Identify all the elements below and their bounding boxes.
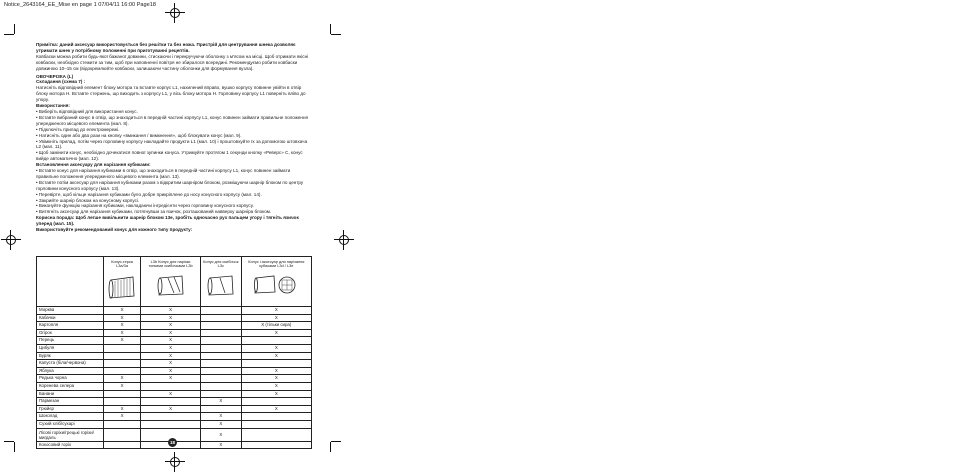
table-header-row — [37, 257, 312, 307]
crop-mark — [331, 34, 341, 35]
recommendation-mark — [200, 352, 241, 360]
recommendation-mark: X — [104, 337, 141, 345]
column-header-label: Конус для скибочок L3c — [203, 259, 239, 269]
registration-mark-bottom — [168, 455, 182, 469]
print-header: Notice_2643164_EE_Mise en page 1 07/04/11 16:00 Page18 — [4, 2, 156, 8]
crop-mark — [4, 441, 14, 442]
table-row — [37, 398, 312, 406]
paragraph: • Перевірте, щоб кільце нарізання кубиками було добре прикріплене до носу конусного корпусу (мал. 14). — [36, 191, 262, 197]
recommendation-mark: X — [104, 375, 141, 383]
paragraph: • Підключіть прилад до електромережі. — [36, 126, 120, 132]
recommendation-mark — [200, 367, 241, 375]
page-number: 18 — [168, 438, 177, 447]
recommendation-mark: X — [241, 329, 311, 337]
table-row — [37, 329, 312, 337]
recommendation-mark: X — [104, 413, 141, 421]
recommendation-mark: X — [104, 329, 141, 337]
paragraph: Складання (схема 7) : — [36, 79, 86, 85]
paragraph: Використання: — [36, 103, 70, 109]
paragraph: Ковбаски можна робити будь-якої бажаної довжини, стискаючи і перекручуючи оболонку з м'ясом на місці. Щоб отримати якісні ковбаски, необхідно стежити за тим, щоб при наповненні повітря не збиралося всередині. Рекомендуємо робити ковбаски довжиною 10–15 см (відокремлюйте ковбаски, залишаючи частину оболонки для формування вузла). — [36, 53, 309, 71]
recommendation-mark: X — [104, 382, 141, 390]
crop-mark — [330, 442, 331, 452]
paragraph: • Натисніть один або два рази на кнопку «вмикання / вимкнення», щоб блокувати конус (мал. 9). — [36, 132, 242, 138]
column-header-label: Конус-терка L3a/3a — [111, 259, 133, 269]
paragraph: Примітка: даний аксесуар використовується без решітки та без ножа. Пристрій для центрування шнека дозволяє утримати шнек у потрібному положенні при приготуванні рецептів. — [36, 42, 296, 53]
recommendation-mark: X — [104, 307, 141, 315]
recommendation-mark — [200, 405, 241, 413]
product-name: Пармезан — [37, 398, 104, 406]
product-name: Перець — [37, 337, 104, 345]
table-row — [37, 367, 312, 375]
recommendation-mark: X — [104, 314, 141, 322]
recommendation-mark — [104, 441, 141, 449]
column-header-label: Конус і аксесуар для нарізання кубиками L3d / L3e — [248, 259, 305, 269]
recommendation-mark — [241, 337, 311, 345]
column-header-thin-slice — [141, 257, 201, 307]
recommendation-mark — [200, 337, 241, 345]
table-row — [37, 405, 312, 413]
column-header-slice — [200, 257, 241, 307]
dicing-accessory-icon — [254, 272, 298, 296]
recommendation-mark — [241, 413, 311, 421]
recommendation-mark: X — [241, 375, 311, 383]
product-name: Картопля — [37, 322, 104, 330]
registration-mark-left — [4, 233, 18, 247]
recommendation-mark: X — [200, 428, 241, 441]
recommendation-mark: X — [141, 360, 201, 368]
recommendation-mark: X — [241, 382, 311, 390]
crop-mark — [331, 441, 341, 442]
paragraph: ОВОЧЕРІЗКА (L) — [36, 73, 74, 79]
product-name: Сухий хліб/сухарі — [37, 420, 104, 428]
recommendation-mark — [200, 375, 241, 383]
recommendation-mark — [241, 360, 311, 368]
recommendation-mark — [200, 322, 241, 330]
product-name: Кабачки — [37, 314, 104, 322]
table-row — [37, 382, 312, 390]
recommendation-mark — [104, 360, 141, 368]
product-name: Лісові горіхи/грецькі горіхи/мигдаль — [37, 428, 104, 441]
grater-cone-icon — [107, 272, 137, 302]
recommendation-mark — [141, 398, 201, 406]
recommendation-mark — [200, 329, 241, 337]
product-name: Буряк — [37, 352, 104, 360]
paragraph: Натисніть відповідний елемент блоку мотора та вставте корпус L1, нахилений вправо, вушко корпусу повинне увійти в отвір блоку мотора H. Вставте стержень, що виходить з корпусу L1, у вісь блоку мотора H. Горловину корпусу L1 поверніть вліво до упору. — [36, 85, 306, 103]
recommendation-mark — [104, 344, 141, 352]
paragraph: • Виберіть відповідний для використання конус. — [36, 108, 138, 114]
recommendation-mark — [200, 382, 241, 390]
recommendation-mark: X — [241, 344, 311, 352]
recommendation-mark: X — [241, 307, 311, 315]
product-name: Капуста (біла/червона) — [37, 360, 104, 368]
registration-mark-top — [168, 6, 182, 20]
cone-recommendation-table — [36, 256, 312, 449]
table-row — [37, 375, 312, 383]
recommendation-mark — [241, 420, 311, 428]
product-name: Морква — [37, 307, 104, 315]
column-header-dicing — [241, 257, 311, 307]
recommendation-mark: X — [141, 367, 201, 375]
paragraph: Використовуйте рекомендований конус для кожного типу продукту: — [36, 227, 193, 233]
paragraph: • Вставте конус для нарізання кубиками в отвір, що знаходиться в передній частині корпусу L1, конус повинен займати правильне положення упередженого місцевого елемента (мал. 13). — [36, 168, 291, 179]
table-row — [37, 413, 312, 421]
table-row — [37, 420, 312, 428]
table-row — [37, 352, 312, 360]
recommendation-mark — [104, 352, 141, 360]
product-name: Коренева селера — [37, 382, 104, 390]
paragraph: Встановлення аксесуару для нарізання кубиками: — [36, 162, 151, 168]
paragraph: • Виконуйте функцію нарізання кубиками, накладаючи інгредієнти через горловину конусного корпусу. — [36, 203, 254, 209]
recommendation-mark: X — [241, 314, 311, 322]
recommendation-mark — [141, 413, 201, 421]
product-name: Огірок — [37, 329, 104, 337]
recommendation-mark: X — [141, 375, 201, 383]
crop-mark — [14, 24, 15, 34]
recommendation-mark: X — [141, 314, 201, 322]
table-row — [37, 390, 312, 398]
slice-cone-icon — [206, 272, 236, 298]
table-corner-cell — [37, 257, 104, 307]
recommendation-mark: X — [241, 390, 311, 398]
product-name: Цибуля — [37, 344, 104, 352]
recommendation-mark — [200, 314, 241, 322]
crop-mark — [330, 24, 331, 34]
recommendation-mark — [200, 360, 241, 368]
paragraph: • Вставте потім аксесуар для нарізання кубиками разом з відкритим шарніром блоком, розміщуючи шарнір блоком по центру горловини конусного корпусу (мал. 13). — [36, 179, 304, 191]
recommendation-mark — [104, 420, 141, 428]
recommendation-mark: X — [141, 329, 201, 337]
column-header-label: L3b Конус для нарізки тонкими скибочками L3b — [148, 259, 193, 269]
product-name: Кокосовий горіх — [37, 441, 104, 449]
paragraph: • Увімкніть прилад, потім через горловину корпусу накладайте продукти L1 (мал. 10) і проштовхуйте їх за допомогою штовхача L2 (мал. 11). — [36, 138, 308, 150]
recommendation-mark — [241, 441, 311, 449]
recommendation-mark: X — [141, 405, 201, 413]
table-row — [37, 360, 312, 368]
product-name: Банани — [37, 390, 104, 398]
recommendation-mark: X — [141, 390, 201, 398]
paragraph: • Щоб замінити конус, необхідно дочекатися повної зупинки конуса. Утримуйте протягом 1 секунди кнопку «Реверс» C, конус вийде автоматично (мал. 12). — [36, 150, 303, 162]
recommendation-mark: X — [200, 420, 241, 428]
column-header-grater — [104, 257, 141, 307]
registration-mark-right — [337, 233, 351, 247]
crop-mark — [14, 442, 15, 452]
recommendation-mark — [200, 390, 241, 398]
recommendation-mark — [104, 390, 141, 398]
table-row — [37, 314, 312, 322]
recommendation-mark: X — [200, 441, 241, 449]
recommendation-mark — [200, 307, 241, 315]
recommendation-mark — [141, 382, 201, 390]
recommendation-mark: X — [141, 352, 201, 360]
recommendation-mark: X — [104, 322, 141, 330]
product-name: Яблука — [37, 367, 104, 375]
recommendation-mark — [104, 428, 141, 441]
product-name: Грюйєр — [37, 405, 104, 413]
recommendation-mark: X — [200, 398, 241, 406]
table-row — [37, 307, 312, 315]
recommendation-mark: X — [141, 322, 201, 330]
paragraph: • Витягніть аксесуар для нарізання кубиками, потягнувши за язичок, розташований навверху шарніра блоком. — [36, 209, 272, 215]
recommendation-mark: X — [241, 405, 311, 413]
recommendation-mark — [104, 367, 141, 375]
table-row — [37, 344, 312, 352]
product-name: Шоколад — [37, 413, 104, 421]
paragraph: Корисна порада: Щоб легше вивільнити шарнір блоком 13е, зробіть одночасно рух пальцем угору і тягніть язичок уперед (мал. 15). — [36, 215, 299, 227]
crop-mark — [4, 34, 14, 35]
recommendation-mark: X (тільки сира) — [241, 322, 311, 330]
recommendation-mark — [241, 398, 311, 406]
recommendation-mark: X — [241, 367, 311, 375]
recommendation-mark: X — [200, 413, 241, 421]
recommendation-mark — [241, 428, 311, 441]
recommendation-mark: X — [104, 405, 141, 413]
paragraph: • Вставте вибраний конус в отвір, що знаходиться в передній частині корпусу L1, конус повинен займати правильне положення упередженого місцевого елемента (мал. 8). — [36, 114, 308, 126]
recommendation-mark — [200, 344, 241, 352]
recommendation-mark: X — [141, 307, 201, 315]
table-row — [37, 322, 312, 330]
slicing-cone-icon — [156, 272, 186, 298]
recommendation-mark: X — [141, 337, 201, 345]
table-row — [37, 337, 312, 345]
product-name: Редька чорна — [37, 375, 104, 383]
instructions-text — [36, 42, 312, 233]
recommendation-mark — [141, 420, 201, 428]
recommendation-mark — [104, 398, 141, 406]
recommendation-mark: X — [141, 344, 201, 352]
paragraph: • Закрийте шарнір блоком на конусному корпусі. — [36, 197, 140, 203]
recommendation-mark: X — [241, 352, 311, 360]
